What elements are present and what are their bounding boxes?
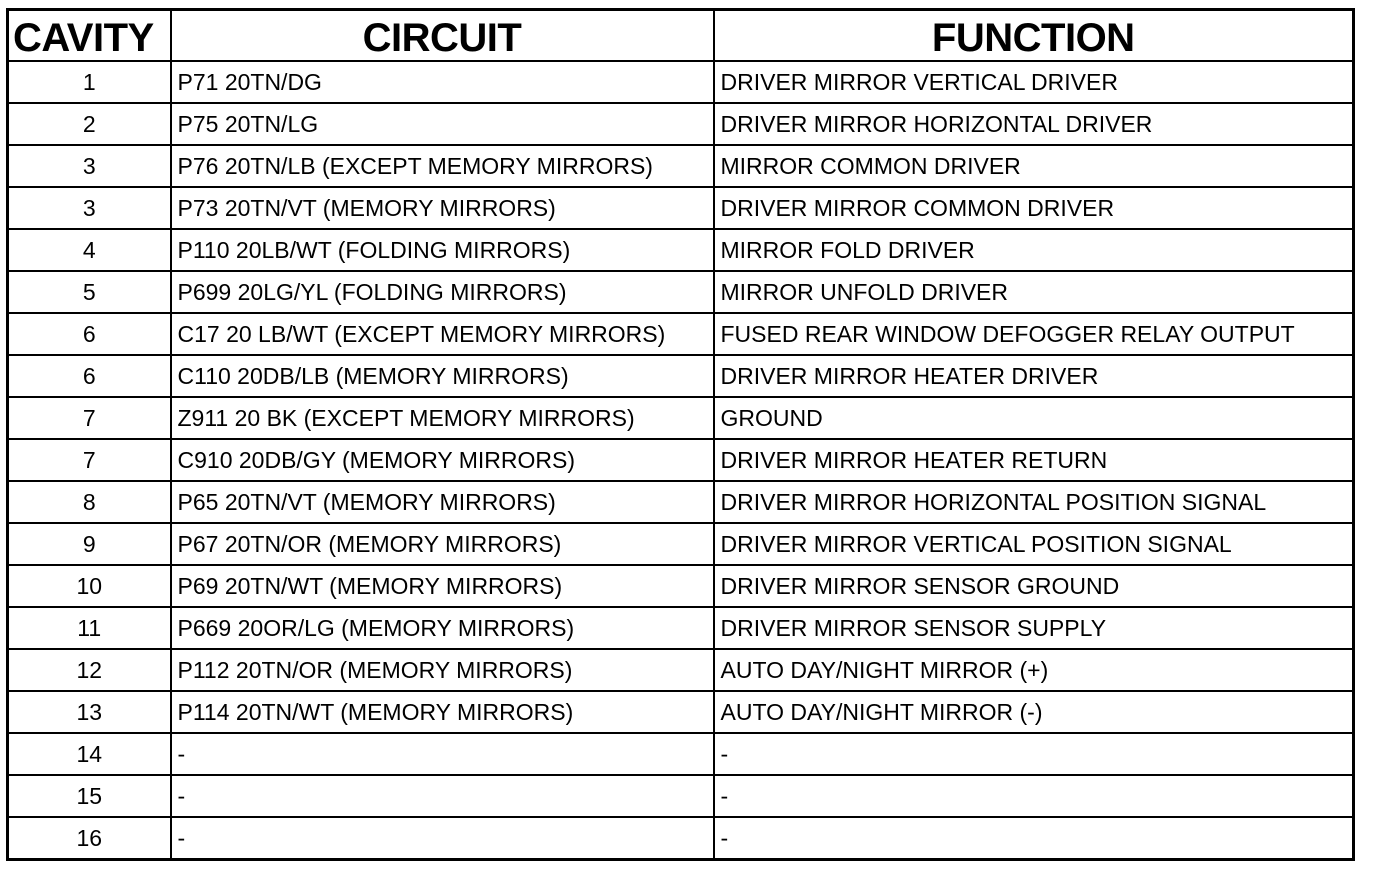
header-function: FUNCTION: [714, 10, 1354, 62]
table-row: [8, 649, 1354, 691]
circuit-cell: P75 20TN/LG: [171, 103, 714, 145]
function-cell: -: [714, 817, 1354, 860]
table-row: [8, 523, 1354, 565]
connector-pinout-table: [6, 8, 1355, 861]
table-row: [8, 733, 1354, 775]
header-cavity: CAVITY: [8, 10, 171, 62]
function-cell: DRIVER MIRROR HORIZONTAL DRIVER: [714, 103, 1354, 145]
cavity-cell: 15: [8, 775, 171, 817]
header-circuit: CIRCUIT: [171, 10, 714, 62]
table-row: [8, 355, 1354, 397]
circuit-cell: -: [171, 733, 714, 775]
function-cell: DRIVER MIRROR HEATER RETURN: [714, 439, 1354, 481]
cavity-cell: 6: [8, 313, 171, 355]
cavity-cell: 12: [8, 649, 171, 691]
circuit-cell: -: [171, 817, 714, 860]
cavity-cell: 8: [8, 481, 171, 523]
table-row: [8, 61, 1354, 103]
function-cell: DRIVER MIRROR SENSOR GROUND: [714, 565, 1354, 607]
function-cell: DRIVER MIRROR HEATER DRIVER: [714, 355, 1354, 397]
header-row: [8, 10, 1354, 62]
circuit-cell: C17 20 LB/WT (EXCEPT MEMORY MIRRORS): [171, 313, 714, 355]
function-cell: -: [714, 775, 1354, 817]
table-row: [8, 397, 1354, 439]
table-header: [8, 10, 1354, 62]
cavity-cell: 13: [8, 691, 171, 733]
table-row: [8, 481, 1354, 523]
cavity-cell: 1: [8, 61, 171, 103]
table-row: [8, 565, 1354, 607]
circuit-cell: P699 20LG/YL (FOLDING MIRRORS): [171, 271, 714, 313]
cavity-cell: 5: [8, 271, 171, 313]
function-cell: AUTO DAY/NIGHT MIRROR (+): [714, 649, 1354, 691]
table-row: [8, 607, 1354, 649]
table-row: [8, 103, 1354, 145]
function-cell: DRIVER MIRROR SENSOR SUPPLY: [714, 607, 1354, 649]
table-row: [8, 691, 1354, 733]
circuit-cell: Z911 20 BK (EXCEPT MEMORY MIRRORS): [171, 397, 714, 439]
circuit-cell: P669 20OR/LG (MEMORY MIRRORS): [171, 607, 714, 649]
function-cell: MIRROR FOLD DRIVER: [714, 229, 1354, 271]
circuit-cell: C910 20DB/GY (MEMORY MIRRORS): [171, 439, 714, 481]
circuit-cell: C110 20DB/LB (MEMORY MIRRORS): [171, 355, 714, 397]
circuit-cell: -: [171, 775, 714, 817]
table-body: [8, 61, 1354, 860]
cavity-cell: 6: [8, 355, 171, 397]
function-cell: AUTO DAY/NIGHT MIRROR (-): [714, 691, 1354, 733]
cavity-cell: 9: [8, 523, 171, 565]
table-row: [8, 817, 1354, 860]
circuit-cell: P71 20TN/DG: [171, 61, 714, 103]
cavity-cell: 3: [8, 145, 171, 187]
cavity-cell: 2: [8, 103, 171, 145]
circuit-cell: P76 20TN/LB (EXCEPT MEMORY MIRRORS): [171, 145, 714, 187]
circuit-cell: P114 20TN/WT (MEMORY MIRRORS): [171, 691, 714, 733]
table-row: [8, 775, 1354, 817]
function-cell: DRIVER MIRROR VERTICAL POSITION SIGNAL: [714, 523, 1354, 565]
cavity-cell: 7: [8, 397, 171, 439]
circuit-cell: P69 20TN/WT (MEMORY MIRRORS): [171, 565, 714, 607]
table-row: [8, 229, 1354, 271]
circuit-cell: P67 20TN/OR (MEMORY MIRRORS): [171, 523, 714, 565]
circuit-cell: P110 20LB/WT (FOLDING MIRRORS): [171, 229, 714, 271]
table-row: [8, 271, 1354, 313]
table-row: [8, 145, 1354, 187]
cavity-cell: 3: [8, 187, 171, 229]
function-cell: MIRROR COMMON DRIVER: [714, 145, 1354, 187]
function-cell: -: [714, 733, 1354, 775]
table-row: [8, 439, 1354, 481]
function-cell: MIRROR UNFOLD DRIVER: [714, 271, 1354, 313]
table-row: [8, 313, 1354, 355]
cavity-cell: 11: [8, 607, 171, 649]
cavity-cell: 16: [8, 817, 171, 860]
function-cell: DRIVER MIRROR VERTICAL DRIVER: [714, 61, 1354, 103]
function-cell: DRIVER MIRROR HORIZONTAL POSITION SIGNAL: [714, 481, 1354, 523]
function-cell: DRIVER MIRROR COMMON DRIVER: [714, 187, 1354, 229]
function-cell: FUSED REAR WINDOW DEFOGGER RELAY OUTPUT: [714, 313, 1354, 355]
cavity-cell: 10: [8, 565, 171, 607]
circuit-cell: P73 20TN/VT (MEMORY MIRRORS): [171, 187, 714, 229]
cavity-cell: 14: [8, 733, 171, 775]
cavity-cell: 7: [8, 439, 171, 481]
function-cell: GROUND: [714, 397, 1354, 439]
circuit-cell: P65 20TN/VT (MEMORY MIRRORS): [171, 481, 714, 523]
cavity-cell: 4: [8, 229, 171, 271]
circuit-cell: P112 20TN/OR (MEMORY MIRRORS): [171, 649, 714, 691]
table-row: [8, 187, 1354, 229]
